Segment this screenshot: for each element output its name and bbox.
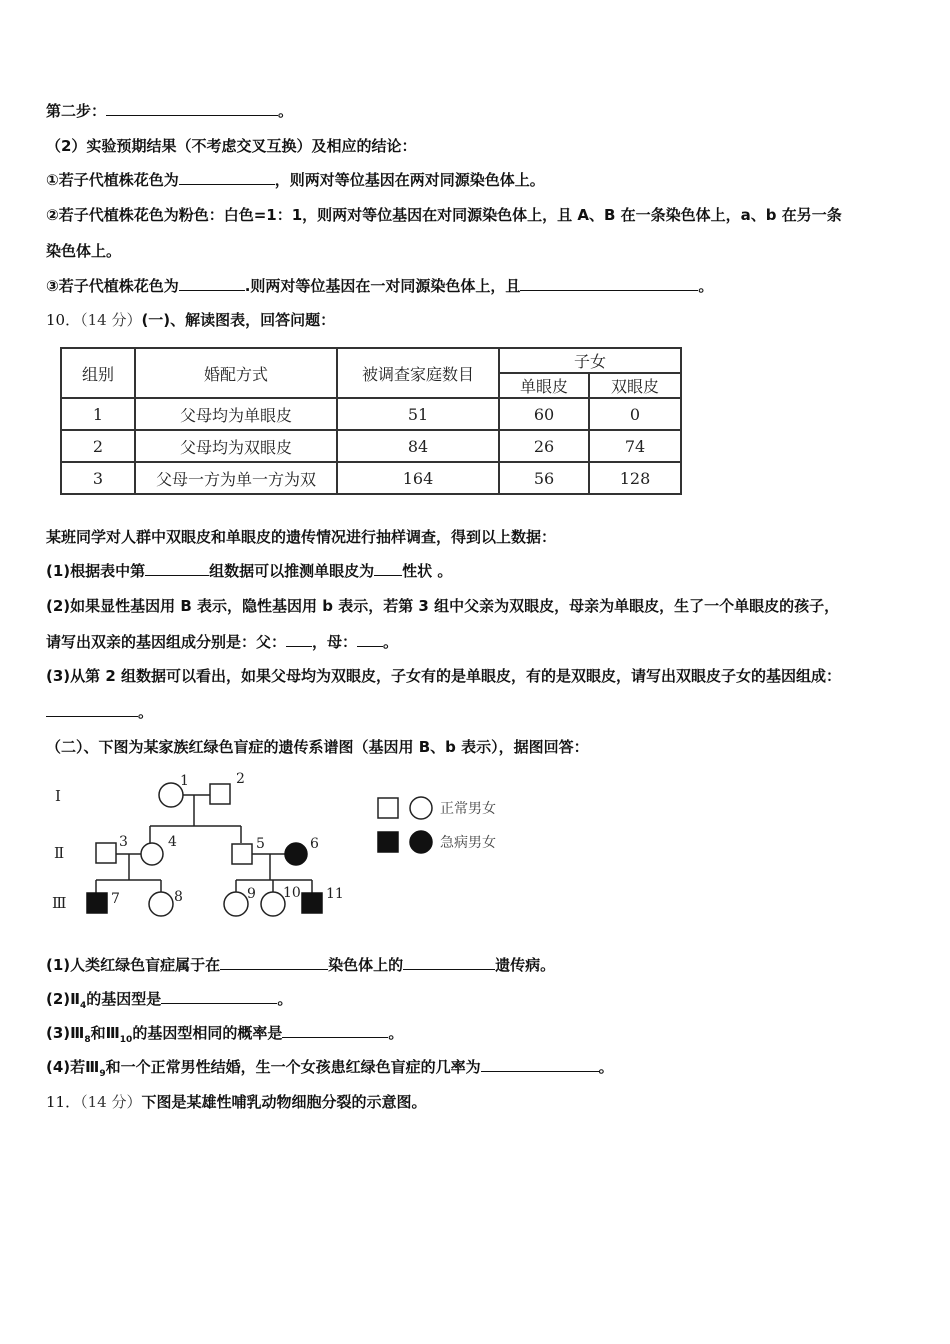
legend-normal-male-icon [378,798,398,818]
label-8: 8 [174,889,183,905]
expected-results-heading: （2）实验预期结果（不考虑交叉互换）及相应的结论： [46,137,417,155]
result1-line: ①若子代植株花色为 ，则两对等位基因在两对同源染色体上。 [46,171,545,189]
answer-blank[interactable] [220,955,328,970]
cell-families: 84 [337,430,499,462]
answer-blank[interactable] [374,561,402,576]
individual-11 [302,893,322,913]
label-6: 6 [310,836,319,852]
header-group: 组别 [61,348,135,398]
label-9: 9 [247,886,256,902]
cell-mating: 父母一方为单一方为双 [135,462,337,494]
cell-mating: 父母均为单眼皮 [135,398,337,430]
label-11: 11 [326,886,344,902]
individual-2 [210,784,230,804]
generation-I: Ⅰ [55,787,61,805]
cell-double: 74 [589,430,681,462]
header-families: 被调查家庭数目 [337,348,499,398]
result2-line1: ②若子代植株花色为粉色：白色=1：1，则两对等位基因在对同源染色体上，且 A、B 在一条染色体上，a、b 在另一条 [46,206,842,224]
label-7: 7 [111,891,120,907]
q10-sub3-line1: (3)从第 2 组数据可以看出，如果父母均为双眼皮，子女有的是单眼皮，有的是双眼皮，请写出双眼皮子女的基因组成： [46,667,842,685]
result3-line: ③若子代植株花色为 .则两对等位基因在一对同源染色体上，且 。 [46,277,714,295]
individual-3 [96,843,116,863]
cell-single: 56 [499,462,589,494]
cell-double: 0 [589,398,681,430]
header-double: 双眼皮 [589,373,681,398]
generation-II: Ⅱ [54,844,65,862]
table-row [61,462,681,494]
p2-sub2: $(2)Ⅱ_4$的基因型是 。 [46,990,293,1011]
individual-6 [285,843,307,865]
answer-blank[interactable] [357,632,383,647]
answer-blank[interactable] [481,1057,599,1072]
cell-group: 3 [61,462,135,494]
individual-8 [149,892,173,916]
p2-sub1: (1)人类红绿色盲症属于在 染色体上的 遗传病。 [46,956,556,974]
legend-affected-male-icon [378,832,398,852]
label-3: 3 [119,834,128,850]
header-mating: 婚配方式 [135,348,337,398]
label-10: 10 [283,885,301,901]
q10-part2-title: （二）、下图为某家族红绿色盲症的遗传系谱图（基因用 B、b 表示），据图回答： [46,738,589,756]
individual-5 [232,844,252,864]
cell-families: 51 [337,398,499,430]
answer-blank[interactable] [145,561,209,576]
header-children: 子女 [499,348,681,373]
cell-single: 26 [499,430,589,462]
answer-blank[interactable] [46,702,138,717]
cell-single: 60 [499,398,589,430]
q10-sub2-line1: (2)如果显性基因用 B 表示，隐性基因用 b 表示，若第 3 组中父亲为双眼皮，母亲为单眼皮，生了一个单眼皮的孩子， [46,597,840,615]
label-4: 4 [168,834,177,850]
cell-group: 2 [61,430,135,462]
answer-blank[interactable] [403,955,495,970]
table-row [61,398,681,430]
header-single: 单眼皮 [499,373,589,398]
answer-blank[interactable] [106,101,278,116]
result2-line2: 染色体上。 [46,242,122,260]
cell-mating: 父母均为双眼皮 [135,430,337,462]
q10-heading: 10．（14 分）(一)、解读图表，回答问题： [46,311,336,329]
answer-blank[interactable] [282,1023,388,1038]
individual-4 [141,843,163,865]
legend-affected-label: 急病男女 [440,835,496,851]
legend-affected-female-icon [410,831,432,853]
p2-sub4: (4)若$Ⅲ_9$和一个正常男性结婚，生一个女孩患红绿色盲症的几率为 。 [46,1058,614,1079]
answer-blank[interactable] [179,276,245,291]
step2-line: 第二步： 。 [46,102,294,120]
answer-blank[interactable] [286,632,312,647]
generation-III: Ⅲ [52,894,67,912]
q10-sub3-line2: 。 [46,702,153,722]
individual-7 [87,893,107,913]
q10-sub1: (1)根据表中第 组数据可以推测单眼皮为 性状 。 [46,562,453,580]
answer-blank[interactable] [520,276,698,291]
label-1: 1 [180,773,189,789]
q10-sub2-line2: 请写出双亲的基因组成分别是：父： ，母： 。 [46,633,399,651]
answer-blank[interactable] [179,170,275,185]
survey-table [60,347,682,495]
individual-10 [261,892,285,916]
pedigree-chart [40,768,540,928]
cell-group: 1 [61,398,135,430]
cell-families: 164 [337,462,499,494]
legend-normal-female-icon [410,797,432,819]
label-5: 5 [256,836,265,852]
individual-9 [224,892,248,916]
q11-heading: 11．（14 分）下图是某雄性哺乳动物细胞分裂的示意图。 [46,1093,427,1111]
p2-sub3: $(3)Ⅲ_8$和$Ⅲ_{10}$的基因型相同的概率是 。 [46,1024,404,1045]
legend-normal-label: 正常男女 [440,801,496,817]
q10-intro: 某班同学对人群中双眼皮和单眼皮的遗传情况进行抽样调查，得到以上数据： [46,528,557,546]
label-2: 2 [236,771,245,787]
table-row [61,430,681,462]
cell-double: 128 [589,462,681,494]
answer-blank[interactable] [161,989,277,1004]
